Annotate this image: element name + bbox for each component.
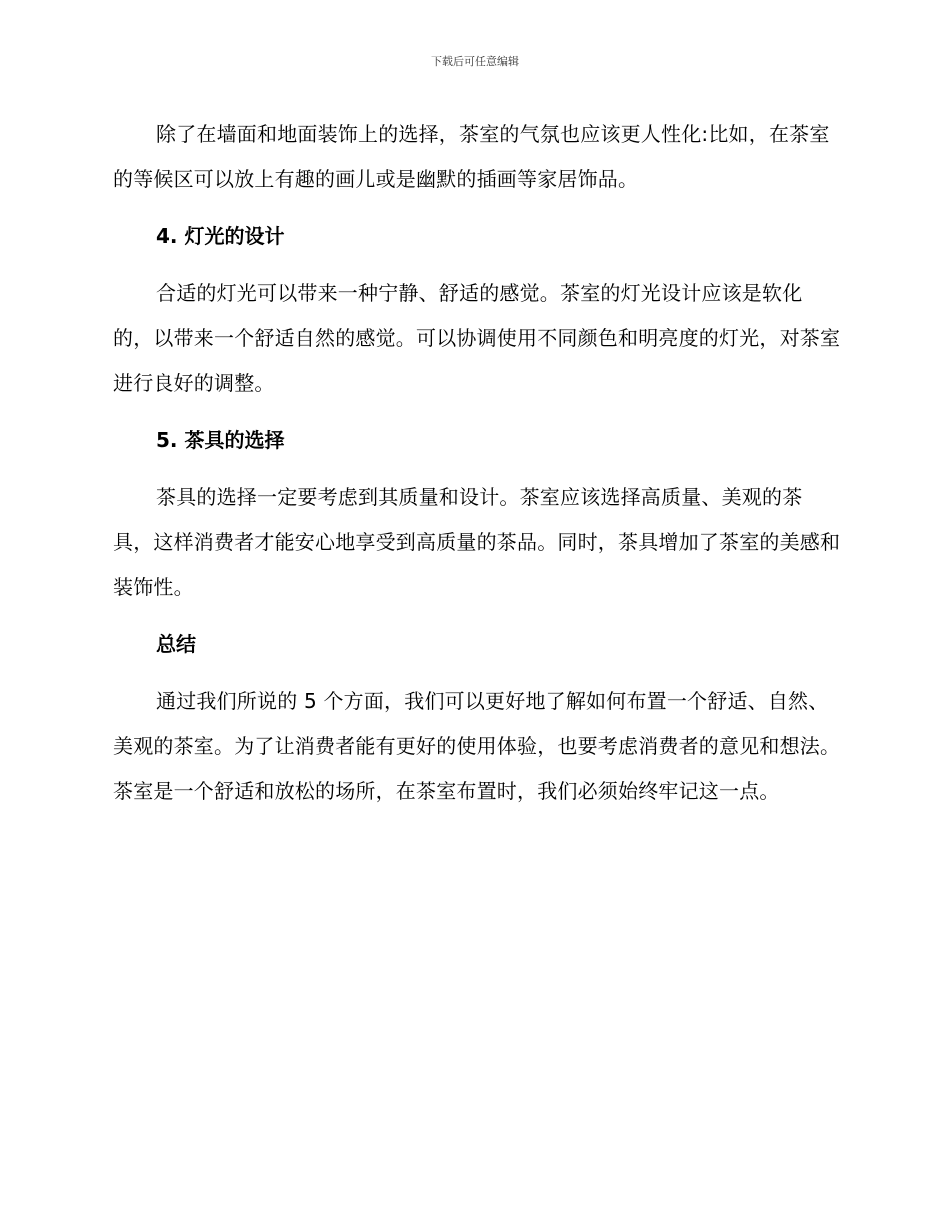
document-body [113,112,841,826]
heading-lighting-design: 4. 灯光的设计 [156,224,285,248]
paragraph-lighting-design: 合适的灯光可以带来一种宁静、舒适的感觉。茶室的灯光设计应该是软化的，以带来一个舒适自然的感觉。可以协调使用不同颜色和明亮度的灯光，对茶室进行良好的调整。 [113,281,841,395]
heading-teaware-selection: 5. 茶具的选择 [156,428,285,452]
heading-summary: 总结 [156,632,196,656]
paragraph-teaware-selection: 茶具的选择一定要考虑到其质量和设计。茶室应该选择高质量、美观的茶具，这样消费者才能安心地享受到高质量的茶品。同时，茶具增加了茶室的美感和装饰性。 [113,485,841,599]
page-header: 下载后可任意编辑 [431,55,519,68]
paragraph-summary: 通过我们所说的 5 个方面，我们可以更好地了解如何布置一个舒适、自然、美观的茶室。为了让消费者能有更好的使用体验，也要考虑消费者的意见和想法。茶室是一个舒适和放松的场所，在茶室布置时，我们必须始终牢记这一点。 [113,689,841,803]
paragraph-decoration-atmosphere: 除了在墙面和地面装饰上的选择，茶室的气氛也应该更人性化:比如，在茶室的等候区可以放上有趣的画儿或是幽默的插画等家居饰品。 [113,122,830,191]
